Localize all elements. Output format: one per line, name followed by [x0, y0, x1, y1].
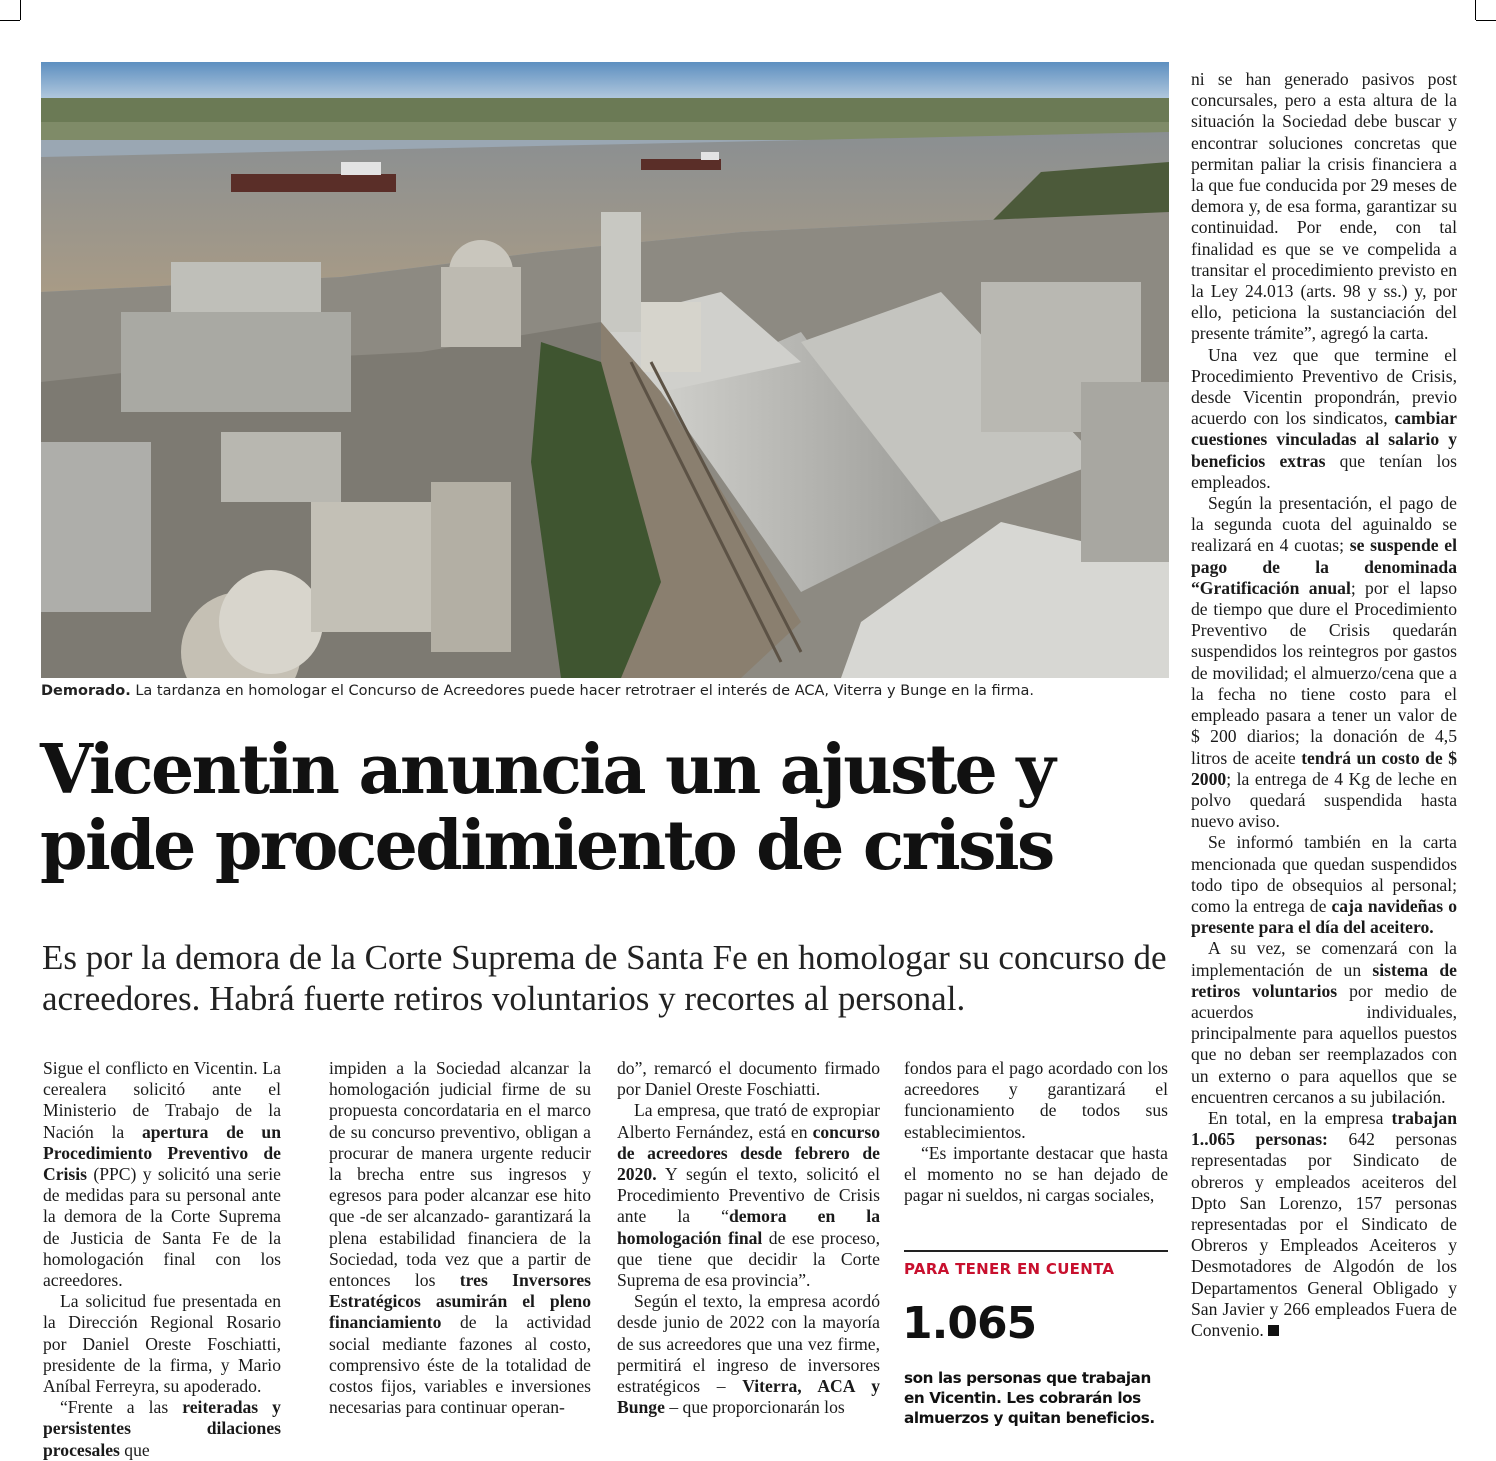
- text-run: ; por el lapso de tiempo que dure el Procedimiento Preventivo de Crisis quedarán suspendidos los reintegros por gastos de movilidad; el almuerzo/cena que a la fecha no tiene costo para el empleado pasara a tener un valor de $ 200 diarios; la donación de 4,5 litros de aceite: [1191, 577, 1457, 768]
- box-divider: [904, 1250, 1168, 1252]
- bold-run: tres Inversores Estratégicos asumirán el pleno financiamiento: [329, 1270, 591, 1333]
- text-run: La empresa, que trató de expropiar Alberto Fernández, está en: [617, 1100, 880, 1142]
- crop-mark-tr-h: [1476, 20, 1496, 21]
- text-run: En total, en la empresa: [1208, 1107, 1392, 1128]
- paragraph: [1191, 938, 1457, 1108]
- text-run: de ese proceso, que tiene que decidir la Corte Suprema de esa provincia”.: [617, 1227, 880, 1291]
- text-run: “Frente a las: [60, 1397, 183, 1418]
- paragraph: La solicitud fue presentada en la Dirección Regional Rosario por Daniel Oreste Foschiatti, presidente de la firma, y Mario Aníbal Ferreyra, su apoderado.: [43, 1291, 281, 1397]
- box-label: PARA TENER EN CUENTA: [904, 1260, 1115, 1278]
- paragraph: [1191, 493, 1457, 832]
- bold-run: trabajan 1..065 personas:: [1191, 1107, 1457, 1150]
- bold-run: demora en la homologación final: [617, 1206, 880, 1248]
- crop-mark-tl-v: [20, 0, 21, 20]
- paragraph: ni se han generado pasivos post concursales, pero a esta altura de la situación la Sociedad debe buscar y encontrar soluciones concretas que permitan paliar la crisis financiera a la que fue conducida por 29 meses de demora y, de esa forma, garantizar su continuidad. Por ende, con tal finalidad es que se ve compelida a transitar el procedimiento previsto en la Ley 24.013 (arts. 98 y ss.) y, por ello, peticiona la sustanciación del presente trámite”, agregó la carta.: [1191, 69, 1457, 344]
- deck-subtitle: Es por la demora de la Corte Suprema de Santa Fe en homologar su concurso de acreedores. Habrá fuerte retiros voluntarios y recortes al personal.: [42, 938, 1167, 1018]
- text-run: – que proporcionarán los: [664, 1397, 845, 1418]
- crop-mark-tr-v: [1475, 0, 1476, 20]
- paragraph: “Es importante destacar que hasta el momento no se han dejado de pagar ni sueldos, ni cargas sociales,: [904, 1142, 1168, 1206]
- caption-lead: Demorado.: [41, 683, 131, 699]
- paragraph: [43, 1397, 281, 1461]
- bold-run: concurso de acreedores desde febrero de 2020.: [617, 1121, 880, 1185]
- text-run: ; la entrega de 4 Kg de leche en polvo quedará suspendida hasta nuevo aviso.: [1191, 768, 1457, 832]
- paragraph: [1191, 1108, 1457, 1341]
- headline: [40, 732, 1170, 884]
- bold-run: se suspende el pago de la denominada “Gratificación anual: [1191, 535, 1457, 598]
- article-column-4: [904, 1058, 1168, 1206]
- text-run: que: [119, 1439, 150, 1460]
- text-run: Una vez que que termine el Procedimiento Preventivo de Crisis, desde Vicentin propondrán, previo acuerdo con los sindicatos,: [1191, 344, 1457, 429]
- box-text: son las personas que trabajan en Vicentin. Les cobrarán los almuerzos y quitan beneficios.: [904, 1369, 1155, 1427]
- bold-run: cambiar cuestiones vinculadas al salario y beneficios extras: [1191, 408, 1457, 471]
- bold-run: apertura de un Procedimiento Preventivo de Crisis: [43, 1121, 281, 1185]
- text-run: impiden a la Sociedad alcanzar la homologación judicial firme de su propuesta concordataria en el marco de su concurso preventivo, obligan a procurar de manera urgente reducir la brecha entre sus ingresos y egresos para poder alcanzar ese hito que -de ser alcanzado- garantizará la plena estabilidad financiera de la Sociedad, toda vez que a partir de entonces los: [329, 1058, 591, 1291]
- text-run: (PPC) y solicitó una serie de medidas para su personal ante la demora de la Corte Suprema de Justicia de Santa Fe de la homologación final con los acreedores.: [43, 1164, 281, 1291]
- headline-line-2: pide procedimiento de crisis: [40, 806, 1053, 886]
- paragraph: [617, 1291, 880, 1418]
- paragraph: [43, 1058, 281, 1291]
- paragraph: do”, remarcó el documento firmado por Daniel Oreste Foschiatti.: [617, 1058, 880, 1100]
- text-run: Según el texto, la empresa acordó desde junio de 2022 con la mayoría de sus acreedores que una vez firme, permitirá el ingreso de inversores estratégicos –: [617, 1291, 880, 1397]
- photo-caption: [41, 683, 1169, 699]
- article-photo: [41, 62, 1169, 678]
- article-column-3: [617, 1058, 880, 1418]
- text-run: de la actividad social mediante fazones al costo, comprensivo éste de la totalidad de costos fijos, variables e inversiones necesarias para continuar operan-: [329, 1312, 591, 1418]
- bold-run: Viterra, ACA y Bunge: [617, 1376, 880, 1418]
- article-column-2: [329, 1058, 591, 1418]
- text-run: Y según el texto, solicitó el Procedimiento Preventivo de Crisis ante la “: [617, 1164, 880, 1227]
- paragraph: [1191, 345, 1457, 493]
- bold-run: tendrá un costo de $ 2000: [1191, 747, 1457, 789]
- paragraph: [617, 1100, 880, 1291]
- text-run: 642 personas representadas por Sindicato de obreros y empleados aceiteros del Dpto San Lorenzo, 157 personas representadas por el Sindicato de Obreros y Empleados Aceiteros y Desmotadores de Algodón de los Departamentos General Obligado y San Javier y 266 empleados Fuera de Convenio.: [1191, 1129, 1458, 1340]
- article-column-5: [1191, 69, 1457, 1341]
- box-number: 1.065: [902, 1298, 1037, 1349]
- bold-run: reiteradas y persistentes dilaciones procesales: [43, 1397, 281, 1460]
- text-run: Se informó también en la carta mencionada que quedan suspendidos todo tipo de obsequios al personal; como la entrega de: [1191, 832, 1457, 916]
- crop-mark-tl-h: [0, 20, 20, 21]
- caption-text: La tardanza en homologar el Concurso de Acreedores puede hacer retrotraer el interés de ACA, Viterra y Bunge en la firma.: [130, 683, 1034, 699]
- text-run: Según la presentación, el pago de la segunda cuota del aguinaldo se realizará en 4 cuotas;: [1191, 493, 1457, 556]
- article-column-1: [43, 1058, 281, 1461]
- text-run: por medio de acuerdos individuales, principalmente para aquellos puestos que no deban ser reemplazados con un externo o para aquellos que se encuentren cercanos a su jubilación.: [1191, 980, 1457, 1107]
- paragraph: fondos para el pago acordado con los acreedores y garantizará el funcionamiento de todos sus establecimientos.: [904, 1058, 1168, 1142]
- text-run: A su vez, se comenzará con la implementación de un: [1191, 938, 1457, 980]
- end-of-article-square-icon: [1268, 1325, 1279, 1336]
- paragraph: [329, 1058, 591, 1418]
- bold-run: sistema de retiros voluntarios: [1191, 959, 1457, 1001]
- grain-terminal-aerial-image: [41, 62, 1169, 678]
- paragraph: [1191, 832, 1457, 938]
- headline-line-1: Vicentin anuncia un ajuste y: [40, 730, 1054, 810]
- text-run: Sigue el conflicto en Vicentin. La cerealera solicitó ante el Ministerio de Trabajo de la Nación la: [43, 1058, 281, 1142]
- text-run: que tenían los empleados.: [1191, 450, 1458, 492]
- bold-run: caja navideñas o presente para el día del aceitero.: [1191, 895, 1457, 938]
